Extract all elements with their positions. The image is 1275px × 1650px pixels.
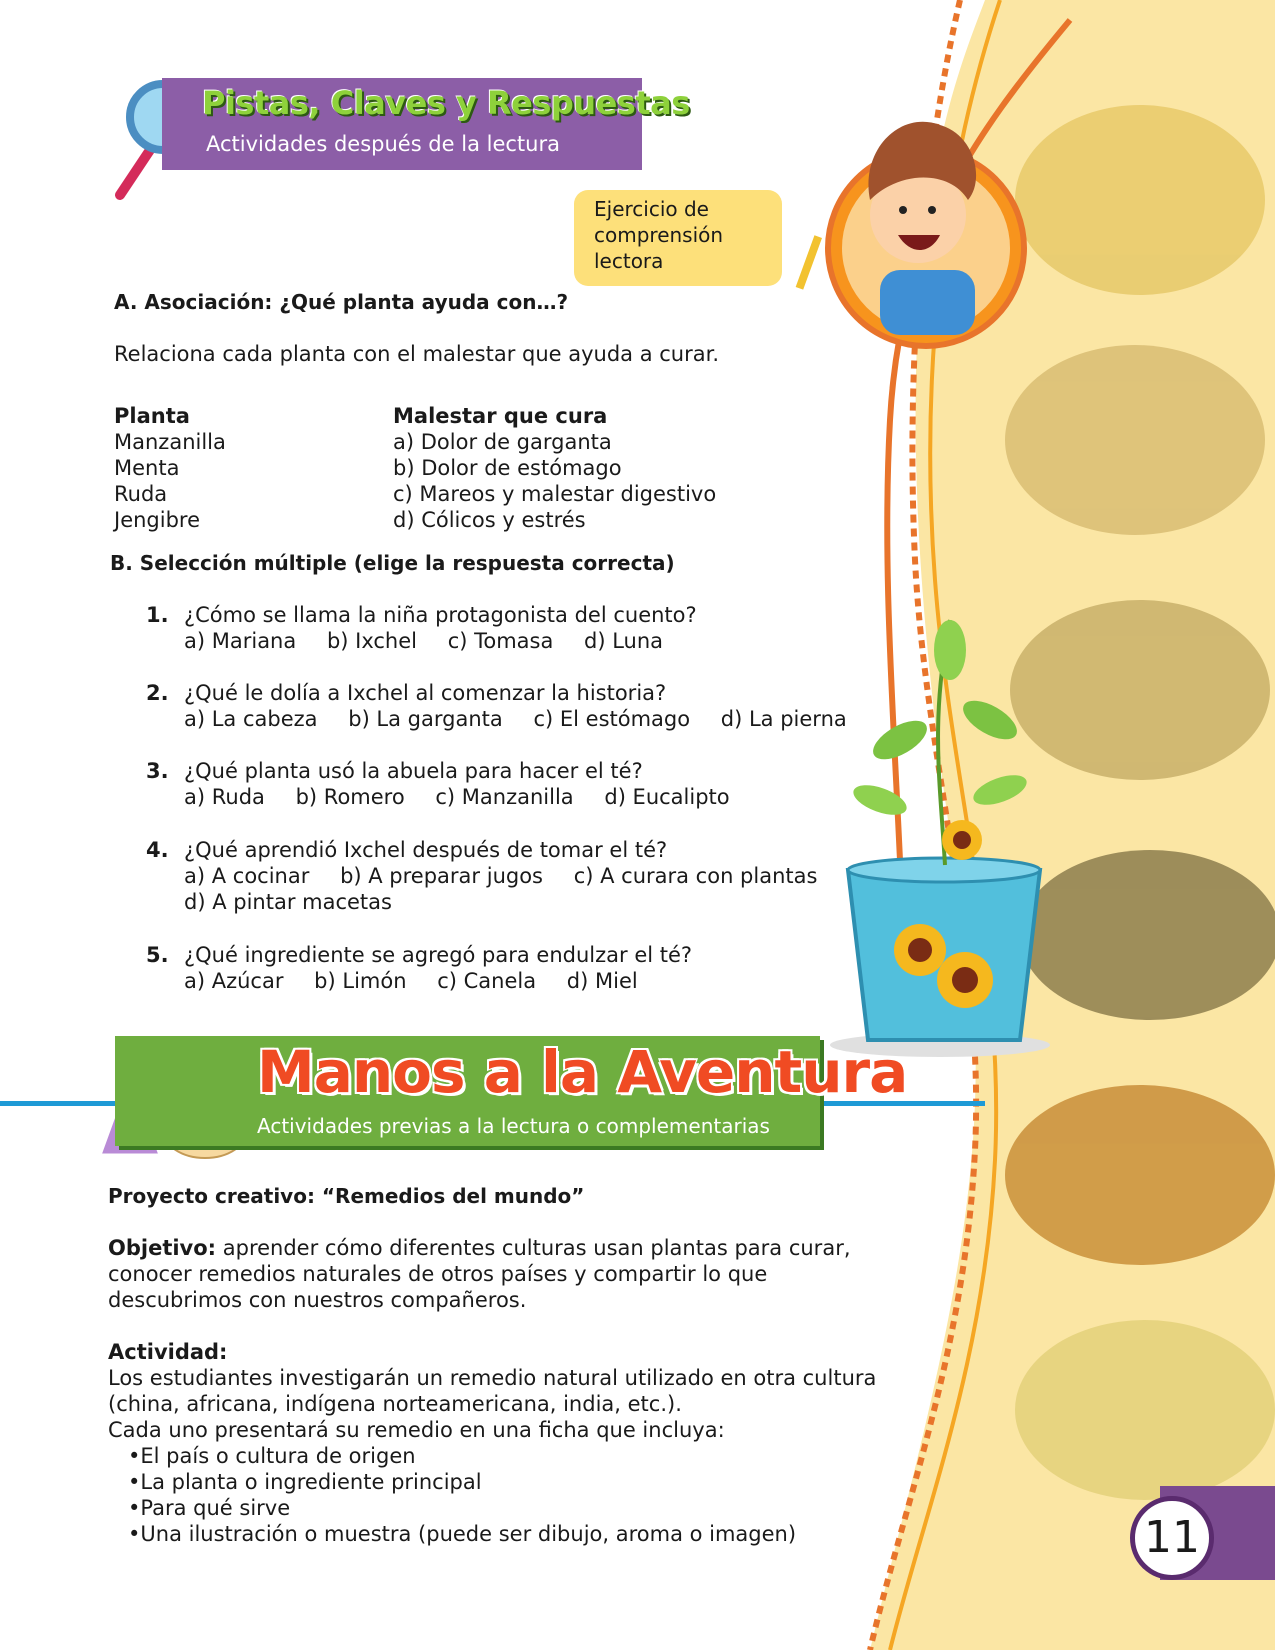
activity-line: Cada uno presentará su remedio en una ficha que incluya: (108, 1418, 725, 1442)
activity-line: (china, africana, indígena norteamericana, india, etc.). (108, 1392, 682, 1416)
section-b-title: B. Selección múltiple (elige la respuesta correcta) (110, 551, 675, 575)
objective-label: Objetivo: (108, 1236, 217, 1260)
question-number: 4. (146, 838, 169, 862)
activity-paragraph (108, 1365, 876, 1443)
plant-item: Ruda (114, 482, 168, 506)
plant-item: Menta (114, 456, 180, 480)
ailment-item: c) Mareos y malestar digestivo (393, 482, 717, 506)
section-header-subtitle: Actividades después de la lectura (206, 132, 560, 156)
answer-option: b) Romero (295, 785, 405, 809)
objective-line: conocer remedios naturales de otros países y compartir lo que (108, 1262, 768, 1286)
section-header-manos (115, 1036, 908, 1146)
question-number: 2. (146, 681, 169, 705)
project-title: Proyecto creativo: “Remedios del mundo” (108, 1184, 585, 1208)
plant-item: Manzanilla (114, 430, 226, 454)
answer-option: a) Azúcar (184, 969, 284, 993)
plants-header: Planta (114, 404, 190, 428)
answer-option: b) Limón (314, 969, 407, 993)
plants-column (114, 403, 226, 533)
answer-option: d) A pintar macetas (184, 890, 392, 914)
answer-option: d) Eucalipto (604, 785, 730, 809)
section-a-title: A. Asociación: ¿Qué planta ayuda con…? (114, 290, 569, 314)
answer-option: b) Ixchel (326, 629, 417, 653)
bullet-item: •El país o cultura de origen (128, 1444, 416, 1468)
page-number: 11 (1130, 1496, 1214, 1580)
objective-paragraph (108, 1235, 851, 1313)
section-header-title: Manos a la Aventura (257, 1038, 908, 1106)
question-options (184, 784, 754, 810)
ailment-item: b) Dolor de estómago (393, 456, 622, 480)
section-header-subtitle: Actividades previas a la lectura o complementarias (257, 1114, 770, 1138)
ailment-item: a) Dolor de garganta (393, 430, 612, 454)
activity-label: Actividad: (108, 1340, 228, 1364)
question-number: 5. (146, 943, 169, 967)
answer-option: a) Mariana (184, 629, 297, 653)
answer-option: d) La pierna (720, 707, 847, 731)
bullet-item: •La planta o ingrediente principal (128, 1470, 482, 1494)
question-number: 3. (146, 759, 169, 783)
section-header-pistas (162, 78, 690, 170)
answer-option: b) La garganta (348, 707, 503, 731)
section-a-instruction: Relaciona cada planta con el malestar que ayuda a curar. (114, 342, 720, 366)
answer-option: c) Tomasa (447, 629, 554, 653)
answer-option: a) A cocinar (184, 864, 310, 888)
bubble-line: Ejercicio de (594, 197, 709, 221)
plant-item: Jengibre (114, 508, 201, 532)
question-options (184, 968, 662, 994)
bubble-line: lectora (594, 249, 664, 273)
answer-option: c) Manzanilla (435, 785, 574, 809)
answer-option: d) Miel (566, 969, 638, 993)
ailments-header: Malestar que cura (393, 404, 608, 428)
question-text: ¿Qué ingrediente se agregó para endulzar el té? (184, 943, 693, 967)
section-header-title: Pistas, Claves y Respuestas (202, 84, 690, 122)
answer-option: c) El estómago (533, 707, 691, 731)
answer-option: d) Luna (584, 629, 664, 653)
ailments-column (393, 403, 716, 533)
question-options (184, 863, 841, 889)
question-text: ¿Qué le dolía a Ixchel al comenzar la historia? (184, 681, 667, 705)
activity-bullet-list (128, 1443, 796, 1547)
bullet-item: •Para qué sirve (128, 1496, 291, 1520)
objective-line: descubrimos con nuestros compañeros. (108, 1288, 527, 1312)
question-options (184, 706, 871, 732)
question-text: ¿Cómo se llama la niña protagonista del cuento? (184, 603, 697, 627)
objective-line: aprender cómo diferentes culturas usan plantas para curar, (216, 1236, 851, 1260)
bubble-line: comprensión (594, 223, 724, 247)
speech-bubble (574, 190, 782, 286)
question-text: ¿Qué aprendió Ixchel después de tomar el té? (184, 838, 668, 862)
answer-option: a) Ruda (184, 785, 265, 809)
ailment-item: d) Cólicos y estrés (393, 508, 586, 532)
answer-option: a) La cabeza (184, 707, 318, 731)
answer-option: b) A preparar jugos (340, 864, 543, 888)
question-text: ¿Qué planta usó la abuela para hacer el té? (184, 759, 643, 783)
answer-option: c) A curara con plantas (573, 864, 818, 888)
bullet-item: •Una ilustración o muestra (puede ser dibujo, aroma o imagen) (128, 1522, 797, 1546)
activity-line: Los estudiantes investigarán un remedio natural utilizado en otra cultura (108, 1366, 877, 1390)
answer-option: c) Canela (437, 969, 537, 993)
question-options (184, 628, 687, 654)
question-number: 1. (146, 603, 169, 627)
